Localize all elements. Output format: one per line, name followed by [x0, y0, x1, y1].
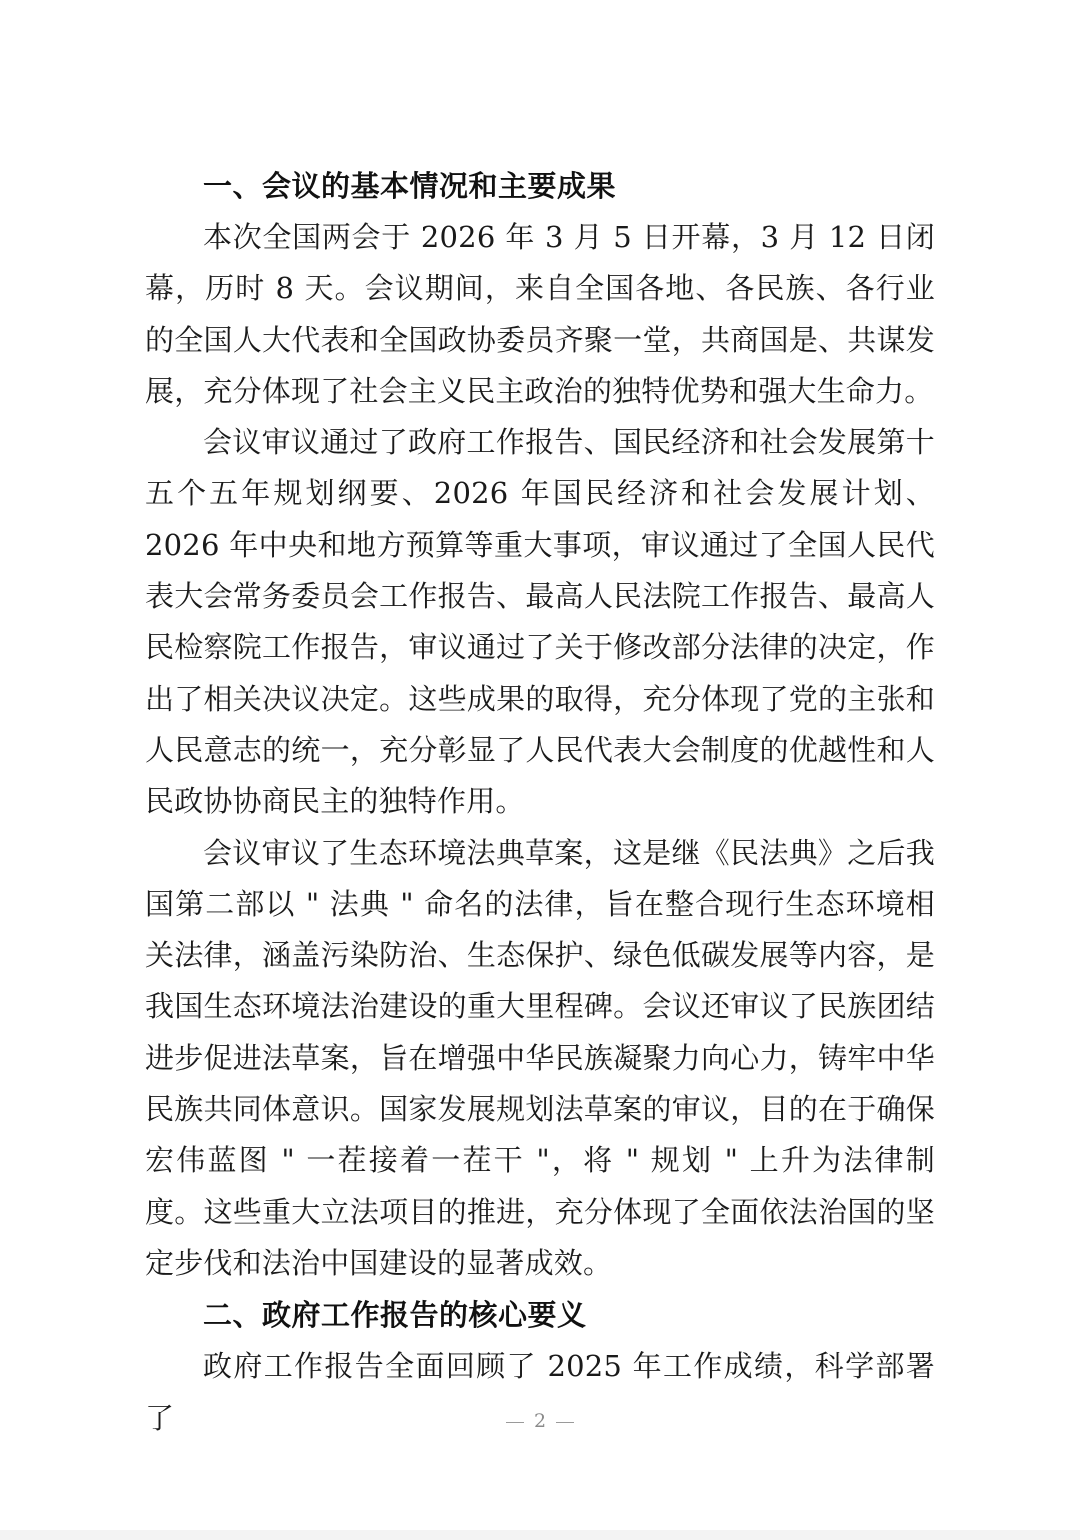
footer-dash-right: [556, 1422, 574, 1423]
section-heading: 一、会议的基本情况和主要成果: [203, 169, 617, 203]
section-heading: 二、政府工作报告的核心要义: [203, 1298, 587, 1333]
paragraph: 本次全国两会于 2026 年 3 月 5 日开幕，3 月 12 日闭幕，历时 8 天。会议期间，来自全国各地、各民族、各行业的全国人大代表和全国政协委员齐聚一堂，共商国是、共谋发展，充分体现了社会主义民主政治的独特优势和强大生命力。: [145, 220, 935, 408]
document-body: [145, 160, 935, 1444]
paragraph: 会议审议了生态环境法典草案，这是继《民法典》之后我国第二部以 " 法典 " 命名的法律，旨在整合现行生态环境相关法律，涵盖污染防治、生态保护、绿色低碳发展等内容，是我国生态环境法治建设的重大里程碑。会议还审议了民族团结进步促进法草案，旨在增强中华民族凝聚力向心力，铸牢中华民族共同体意识。国家发展规划法草案的审议，目的在于确保宏伟蓝图 " 一茬接着一茬干 "，将 " 规划 " 上升为法律制度。这些重大立法项目的推进，充分体现了全面依法治国的坚定步伐和法治中国建设的显著成效。: [145, 835, 935, 1280]
footer-dash-left: [506, 1422, 524, 1423]
paragraph: 会议审议通过了政府工作报告、国民经济和社会发展第十五个五年规划纲要、2026 年国民经济和社会发展计划、2026 年中央和地方预算等重大事项，审议通过了全国人民代表大会常务委员会工作报告、最高人民法院工作报告、最高人民检察院工作报告，审议通过了关于修改部分法律的决定，作出了相关决议决定。这些成果的取得，充分体现了党的主张和人民意志的统一，充分彰显了人民代表大会制度的优越性和人民政协协商民主的独特作用。: [145, 425, 936, 819]
page-number: 2: [533, 1410, 547, 1432]
viewer-bottom-strip: [0, 1530, 1080, 1540]
paragraph: 政府工作报告全面回顾了 2025 年工作成绩，科学部署了: [145, 1349, 935, 1435]
page-footer: [0, 1410, 1080, 1432]
